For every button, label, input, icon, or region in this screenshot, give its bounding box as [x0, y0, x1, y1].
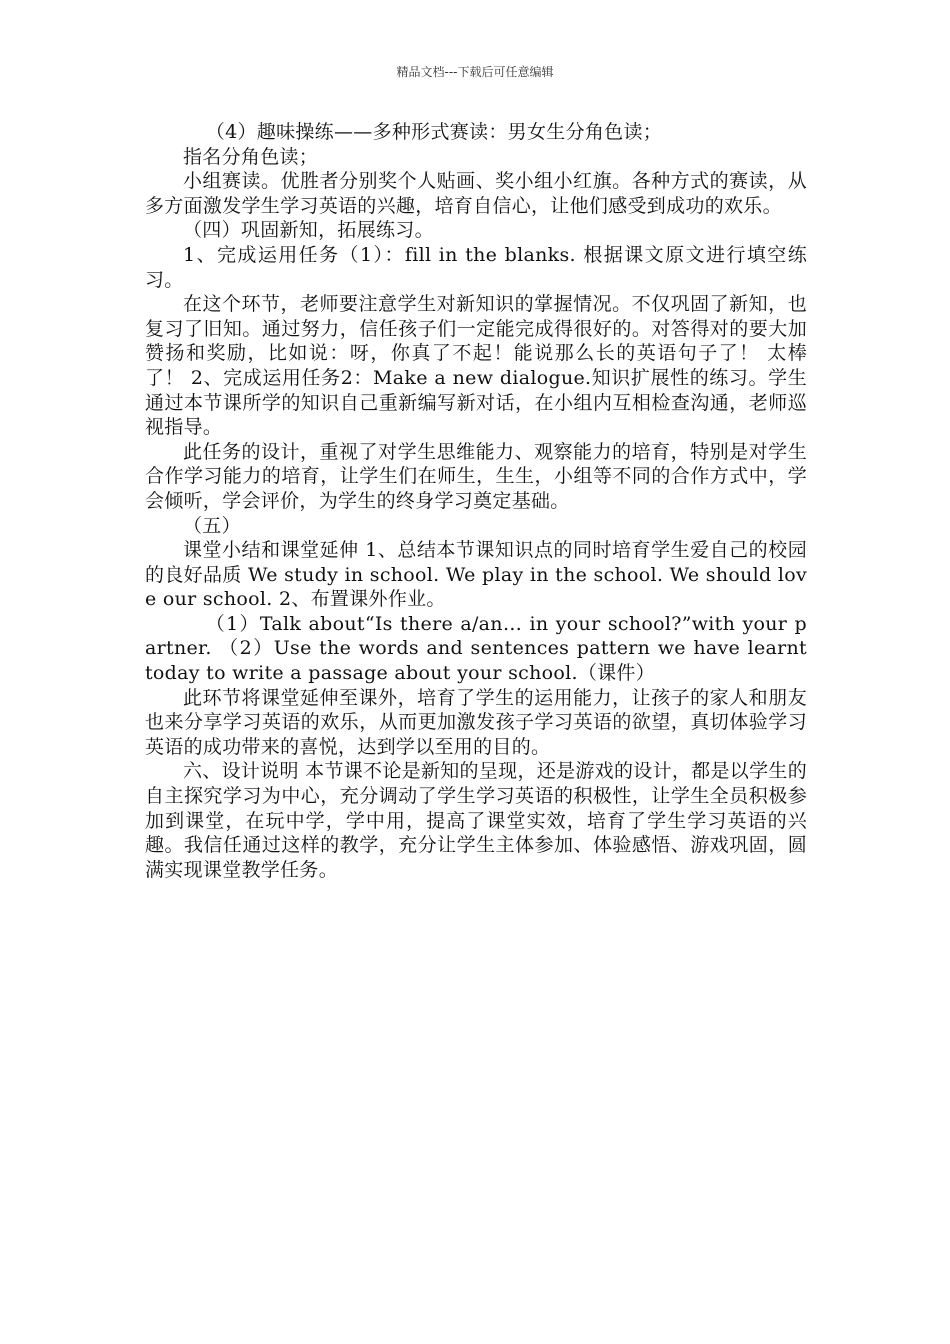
paragraph-summary: 课堂小结和课堂延伸 1、总结本节课知识点的同时培育学生爱自己的校园的良好品质 We study in school. We play in the school. We should love our school. 2、布置课外作业。 — [145, 539, 807, 611]
document-body — [145, 120, 807, 882]
paragraph-extension: 此环节将课堂延伸至课外，培育了学生的运用能力，让孩子的家人和朋友也来分享学习英语的欢乐，从而更加激发孩子学习英语的欲望，真切体验学习英语的成功带来的喜悦，达到学以至用的目的。 — [145, 686, 807, 758]
paragraph-task-design: 此任务的设计，重视了对学生思维能力、观察能力的培育，特别是对学生合作学习能力的培育，让学生们在师生，生生，小组等不同的合作方式中，学会倾听，学会评价，为学生的终身学习奠定基础。 — [145, 440, 807, 512]
page-header: 精品文档---下载后可任意编辑 — [396, 65, 554, 79]
paragraph-design-notes: 六、设计说明 本节课不论是新知的呈现，还是游戏的设计，都是以学生的自主探究学习为中心，充分调动了学生学习英语的积极性，让学生全员积极参加到课堂，在玩中学，学中用，提高了课堂实效，培育了学生学习英语的兴趣。我信任通过这样的教学，充分让学生主体参加、体验感悟、游戏巩固，圆满实现课堂教学任务。 — [145, 760, 807, 881]
paragraph-drill: （4）趣味操练——多种形式赛读：男女生分角色读； — [205, 121, 663, 143]
paragraph-role-reading: 指名分角色读； — [183, 145, 319, 168]
section-heading-five: （五） — [183, 514, 241, 537]
paragraph-group-reading: 小组赛读。优胜者分别奖个人贴画、奖小组小红旗。各种方式的赛读，从多方面激发学生学习英语的兴趣，培育自信心，让他们感受到成功的欢乐。 — [145, 170, 807, 217]
section-heading-consolidate: （四）巩固新知，拓展练习。 — [183, 219, 434, 242]
paragraph-task-1: 1、完成运用任务（1）：fill in the blanks. 根据课文原文进行填空练习。 — [145, 243, 807, 291]
paragraph-homework: （1）Talk about“Is there a/an… in your school?”with your partner. （2）Use the words and sentences pattern we have learnt today to write a passage about your school.（课件） — [145, 612, 807, 685]
paragraph-task-2: 在这个环节，老师要注意学生对新知识的掌握情况。不仅巩固了新知，也复习了旧知。通过努力，信任孩子们一定能完成得很好的。对答得对的要大加赞扬和奖励，比如说：呀，你真了不起！能说那么长的英语句子了！ 太棒了！ 2、完成运用任务2：Make a new dialogue.知识扩展性的练习。学生通过本节课所学的知识自己重新编写新对话，在小组内互相检查沟通，老师巡视指导。 — [145, 293, 807, 439]
